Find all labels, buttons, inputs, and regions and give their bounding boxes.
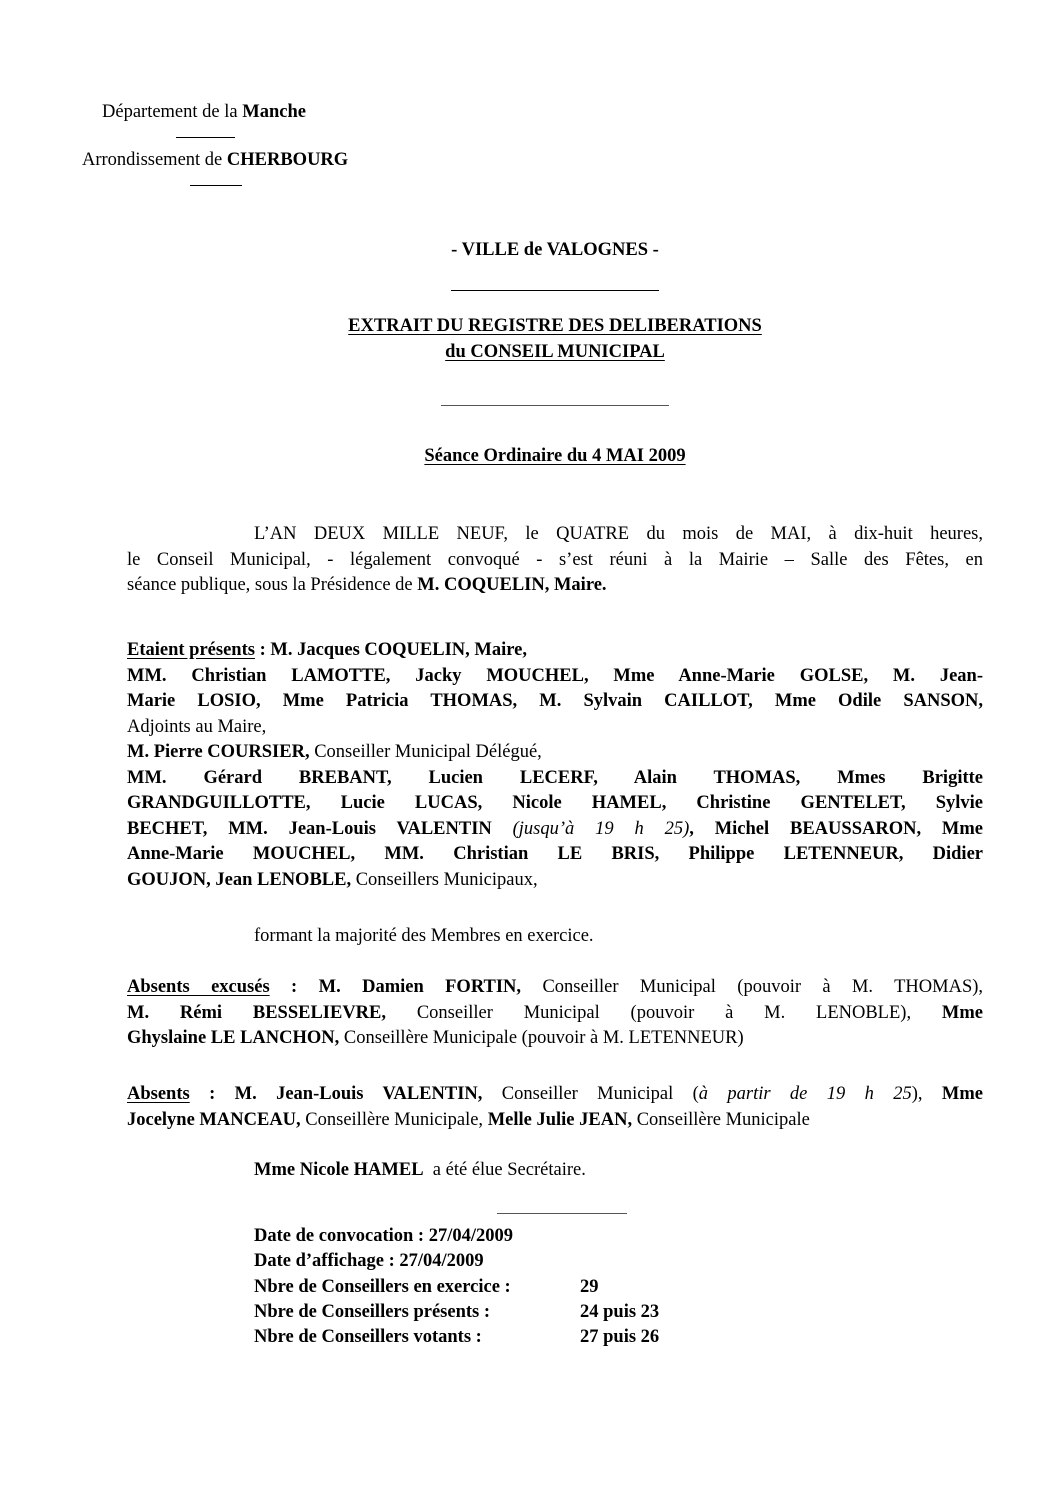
stat-votants-value: 27 puis 26	[580, 1327, 660, 1347]
presents-line5	[127, 740, 983, 766]
presents-l5-bold: M. Pierre COURSIER,	[127, 742, 310, 762]
excuses-l3-text: Conseillère Municipale (pouvoir à M. LETENNEUR)	[339, 1028, 744, 1048]
seance-title	[0, 446, 1058, 467]
stats-divider	[497, 1213, 627, 1214]
excuses-l3-bold: Ghyslaine LE LANCHON,	[127, 1028, 340, 1048]
ville-text: - VILLE de VALOGNES -	[451, 240, 659, 260]
presents-sep: :	[254, 640, 271, 660]
absents-l1-italic: à partir de 19 h 25	[698, 1084, 912, 1104]
departement-name: Manche	[242, 102, 306, 122]
presents-l1: M. Jacques COQUELIN, Maire,	[270, 640, 527, 660]
presents-l6: MM. Gérard BREBANT, Lucien LECERF, Alain THOMAS, Mmes Brigitte	[127, 767, 983, 788]
absents-l1-text: Conseiller Municipal (	[482, 1084, 699, 1104]
departement-line	[102, 102, 306, 123]
absents-line1	[127, 1082, 983, 1108]
extrait-line2-text: du CONSEIL MUNICIPAL	[445, 342, 665, 362]
presents-line10	[127, 868, 983, 894]
secretaire-name: Mme Nicole HAMEL	[254, 1160, 424, 1180]
secretaire-line	[254, 1160, 586, 1181]
presents-line7	[127, 791, 983, 817]
presents-l2: MM. Christian LAMOTTE, Jacky MOUCHEL, Mme Anne-Marie GOLSE, M. Jean-	[127, 665, 983, 686]
presents-line9	[127, 842, 983, 868]
excuses-line3	[127, 1026, 983, 1052]
presents-line3	[127, 689, 983, 715]
stat-affichage	[254, 1251, 484, 1272]
stat-votants	[254, 1327, 660, 1348]
departement-prefix: Département de la	[102, 102, 243, 122]
presents-line6	[127, 766, 983, 792]
excuses-paragraph	[127, 975, 983, 1052]
arrondissement-line	[82, 150, 348, 171]
presents-line8	[127, 817, 983, 843]
intro-line3-bold: M. COQUELIN, Maire.	[417, 575, 607, 595]
stat-presents	[254, 1302, 660, 1323]
title-divider	[441, 405, 669, 406]
presents-l5-text: Conseiller Municipal Délégué,	[309, 742, 542, 762]
presents-l7: GRANDGUILLOTTE, Lucie LUCAS, Nicole HAMEL, Christine GENTELET, Sylvie	[127, 793, 983, 813]
presents-l3: Marie LOSIO, Mme Patricia THOMAS, M. Sylvain CAILLOT, Mme Odile SANSON,	[127, 691, 983, 711]
header-rule-2	[190, 185, 242, 186]
stat-convocation	[254, 1226, 513, 1247]
stat-presents-label: Nbre de Conseillers présents :	[254, 1302, 491, 1322]
majorite-line: formant la majorité des Membres en exercice.	[254, 926, 594, 946]
secretaire-text: a été élue Secrétaire.	[423, 1160, 586, 1180]
stat-exercice-label: Nbre de Conseillers en exercice :	[254, 1277, 511, 1297]
stat-convocation-label: Date de convocation : 27/04/2009	[254, 1226, 513, 1246]
absents-l2-text: Conseillère Municipale,	[300, 1109, 488, 1130]
absents-paragraph	[127, 1082, 983, 1133]
excuses-line2	[127, 1001, 983, 1027]
excuses-l2-bold2: Mme	[941, 1002, 983, 1023]
excuses-line1	[127, 975, 983, 1001]
presents-line4: Adjoints au Maire,	[127, 716, 267, 737]
absents-l1-bold: M. Jean-Louis VALENTIN,	[234, 1084, 483, 1104]
arrondissement-prefix: Arrondissement de	[82, 150, 227, 170]
excuses-label: Absents excusés	[127, 977, 270, 997]
extrait-line1-text: EXTRAIT DU REGISTRE DES DELIBERATIONS	[348, 316, 762, 336]
stat-votants-label: Nbre de Conseillers votants :	[254, 1327, 482, 1347]
absents-l2-bold: Jocelyne MANCEAU,	[127, 1109, 301, 1130]
arrondissement-name: CHERBOURG	[226, 150, 349, 170]
header-rule-1	[176, 137, 235, 138]
intro-paragraph	[127, 522, 983, 599]
presents-l8-bold2: , Michel BEAUSSARON, Mme	[689, 818, 984, 839]
intro-line3	[127, 573, 983, 599]
stat-presents-value: 24 puis 23	[580, 1302, 660, 1322]
absents-sep: :	[189, 1084, 235, 1104]
presents-l8-bold: BECHET, MM. Jean-Louis VALENTIN	[127, 818, 492, 839]
absents-l2-text2: Conseillère Municipale	[632, 1109, 810, 1130]
presents-l10-bold: GOUJON, Jean LENOBLE,	[127, 869, 352, 890]
excuses-l2-text: Conseiller Municipal (pouvoir à M. LENOBLE),	[386, 1002, 942, 1023]
excuses-l1-bold: M. Damien FORTIN,	[318, 977, 522, 997]
intro-line3-text: séance publique, sous la Présidence de	[127, 575, 418, 595]
intro-line2: le Conseil Municipal, - légalement convoqué - s’est réuni à la Mairie – Salle des Fêtes, en	[127, 549, 983, 570]
absents-l1-bold2: Mme	[941, 1084, 984, 1104]
absents-label: Absents	[127, 1084, 190, 1104]
excuses-sep: :	[269, 977, 319, 997]
absents-l2-bold2: Melle Julie JEAN,	[487, 1109, 633, 1130]
presents-line2	[127, 664, 983, 690]
stat-exercice	[254, 1277, 599, 1298]
presents-label: Etaient présents	[127, 640, 255, 660]
stat-affichage-label: Date d’affichage : 27/04/2009	[254, 1251, 484, 1271]
ville-rule	[451, 290, 659, 291]
extrait-line1	[0, 316, 1058, 337]
intro-line1: L’AN DEUX MILLE NEUF, le QUATRE du mois de MAI, à dix-huit heures,	[254, 524, 983, 544]
extrait-line2	[0, 342, 1058, 363]
absents-line2	[127, 1108, 983, 1134]
presents-paragraph	[127, 638, 983, 893]
presents-line1	[127, 638, 983, 664]
stat-exercice-value: 29	[580, 1277, 599, 1297]
presents-l10-text: Conseillers Municipaux,	[351, 869, 538, 890]
presents-l8-italic: (jusqu’à 19 h 25)	[512, 818, 690, 839]
absents-l1-text2: ),	[911, 1084, 942, 1104]
ville-title	[0, 240, 1058, 261]
excuses-l1-text: Conseiller Municipal (pouvoir à M. THOMAS),	[521, 977, 984, 997]
excuses-l2-bold: M. Rémi BESSELIEVRE,	[127, 1002, 387, 1023]
seance-text: Séance Ordinaire du 4 MAI 2009	[424, 446, 686, 466]
presents-l9: Anne-Marie MOUCHEL, MM. Christian LE BRIS, Philippe LETENNEUR, Didier	[127, 844, 983, 864]
